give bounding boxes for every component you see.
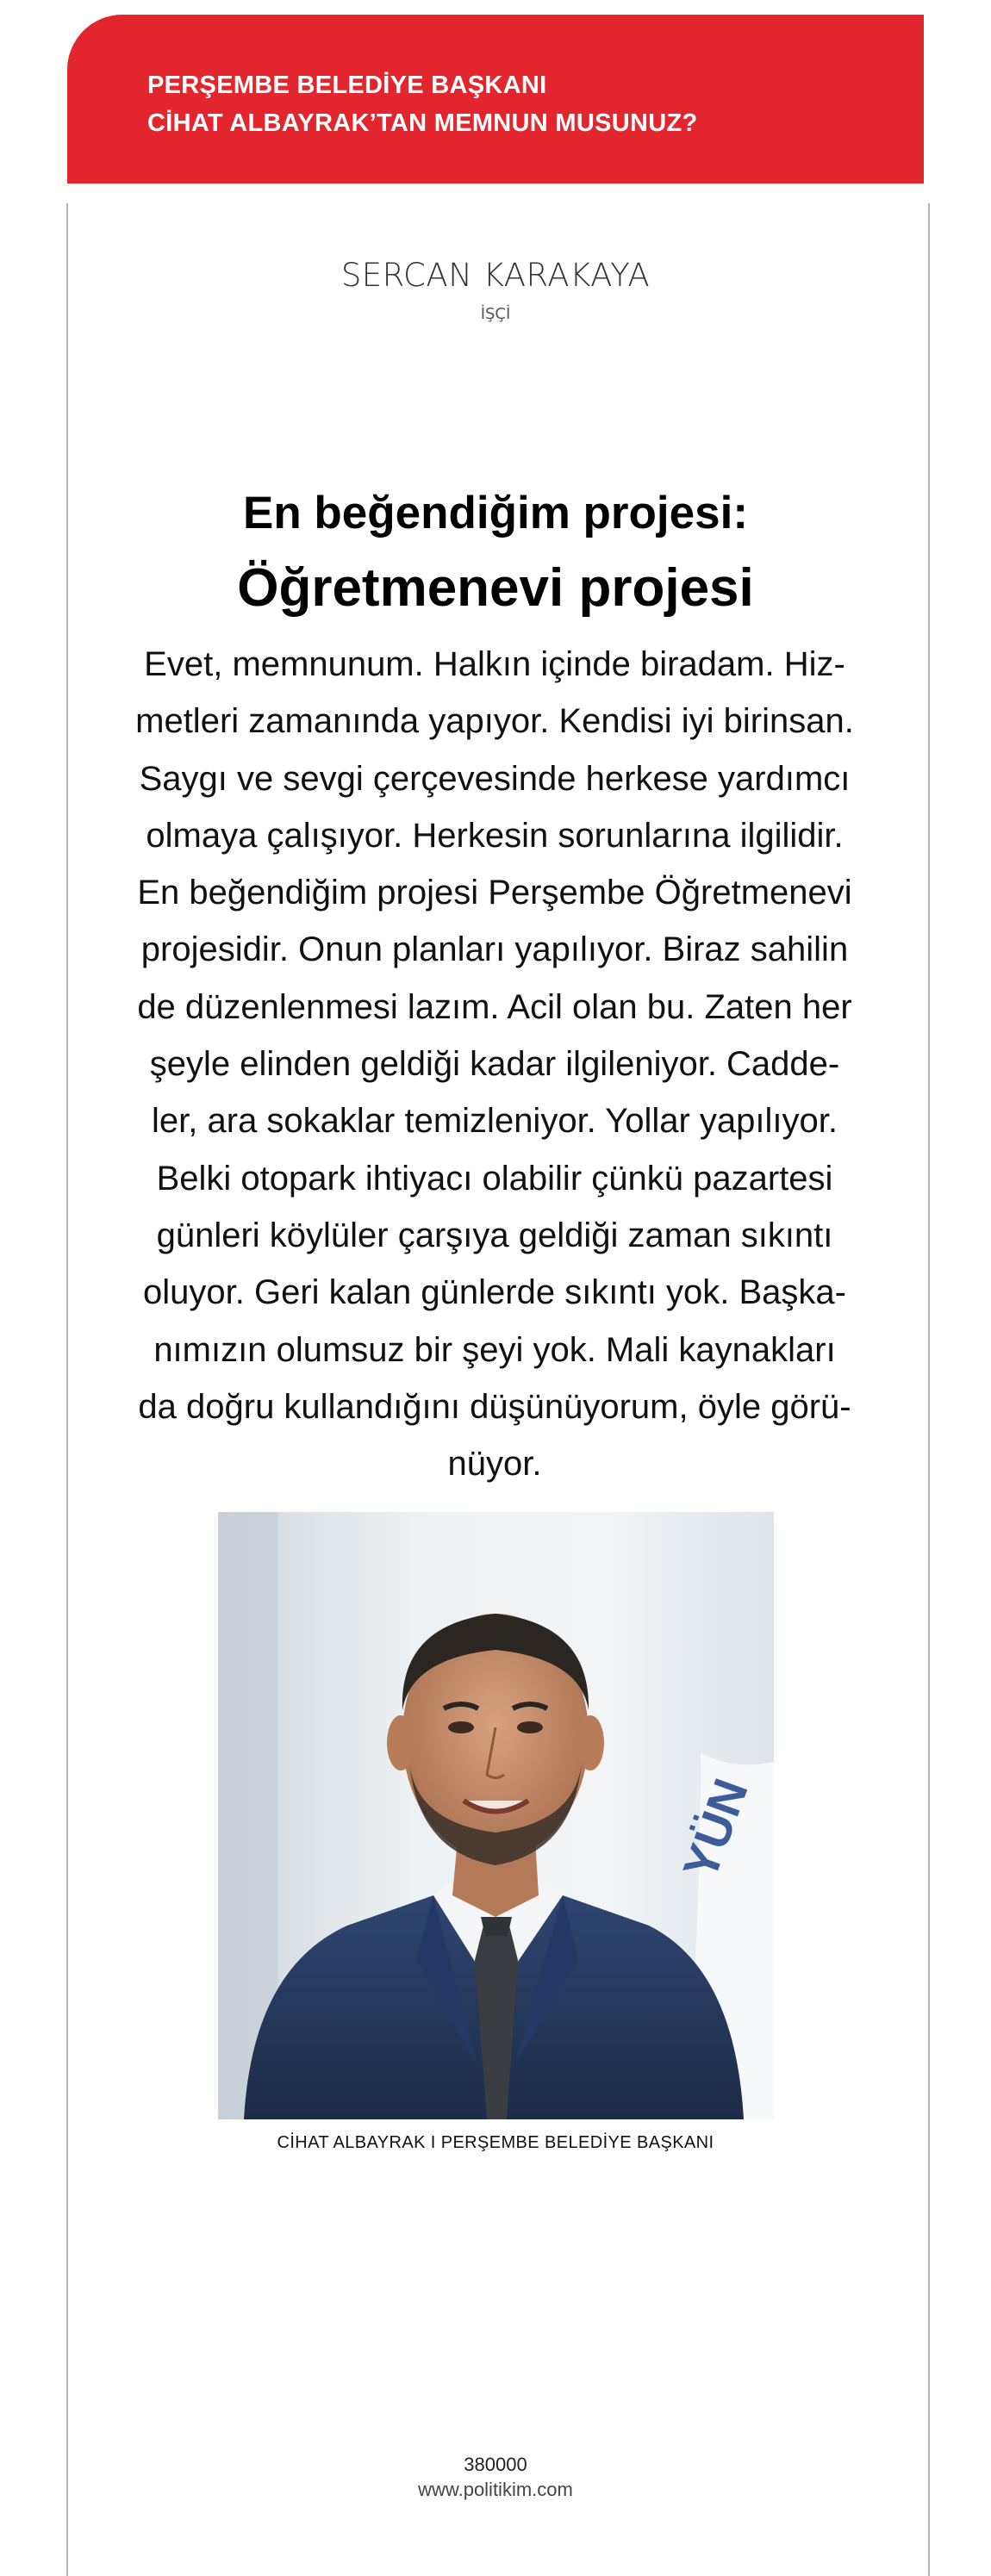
body-line: Saygı ve sevgi çerçevesinde herkese yardımcı (139, 759, 851, 798)
body-line: Evet, memnunum. Halkın içinde biradam. Hiz- (144, 645, 845, 683)
footer-url: www.politikim.com (418, 2479, 573, 2500)
body-line: nımızın olumsuz bir şeyi yok. Mali kaynakları (153, 1330, 836, 1369)
mayor-portrait-photo (218, 1512, 774, 2119)
footer-number: 380000 (464, 2454, 527, 2475)
headline-line-1: En beğendiğim projesi: (242, 488, 748, 538)
flag-lettering: YÜN (672, 1771, 758, 1887)
body-line: olmaya çalışıyor. Herkesin sorunlarına ilgilidir. (146, 816, 844, 855)
author-role: İŞÇİ (480, 305, 511, 323)
body-line: nüyor. (447, 1445, 542, 1484)
body-line: da doğru kullandığını düşünüyorum, öyle görü- (138, 1387, 851, 1426)
author-name: SERCAN KARAKAYA (340, 257, 651, 294)
body-line: de düzenlenmesi lazım. Acil olan bu. Zaten her (137, 987, 852, 1026)
header-title-line-2: CİHAT ALBAYRAK’TAN MEMNUN MUSUNUZ? (147, 109, 698, 137)
photo-caption: CİHAT ALBAYRAK I PERŞEMBE BELEDİYE BAŞKANI (277, 2133, 714, 2152)
body-line: projesidir. Onun planları yapılıyor. Biraz sahilin (140, 930, 849, 969)
body-line: şeyle elinden geldiği kadar ilgileniyor. Cadde- (149, 1045, 840, 1084)
body-line: ler, ara sokaklar temizleniyor. Yollar yapılıyor. (152, 1102, 838, 1141)
header-banner (67, 15, 924, 184)
body-line: günleri köylüler çarşıya geldiği zaman sıkıntı (156, 1216, 833, 1254)
article-body (128, 636, 862, 1492)
portrait-illustration (218, 1512, 774, 2119)
body-line: oluyor. Geri kalan günlerde sıkıntı yok. Başka- (143, 1273, 846, 1312)
body-line: metleri zamanında yapıyor. Kendisi iyi birinsan. (135, 702, 854, 741)
body-line: En beğendiğim projesi Perşembe Öğretmenevi (137, 874, 852, 912)
headline-line-2: Öğretmenevi projesi (237, 558, 754, 618)
header-title-line-1: PERŞEMBE BELEDİYE BAŞKANI (147, 72, 547, 99)
body-line: Belki otopark ihtiyacı olabilir çünkü pazartesi (156, 1159, 833, 1198)
